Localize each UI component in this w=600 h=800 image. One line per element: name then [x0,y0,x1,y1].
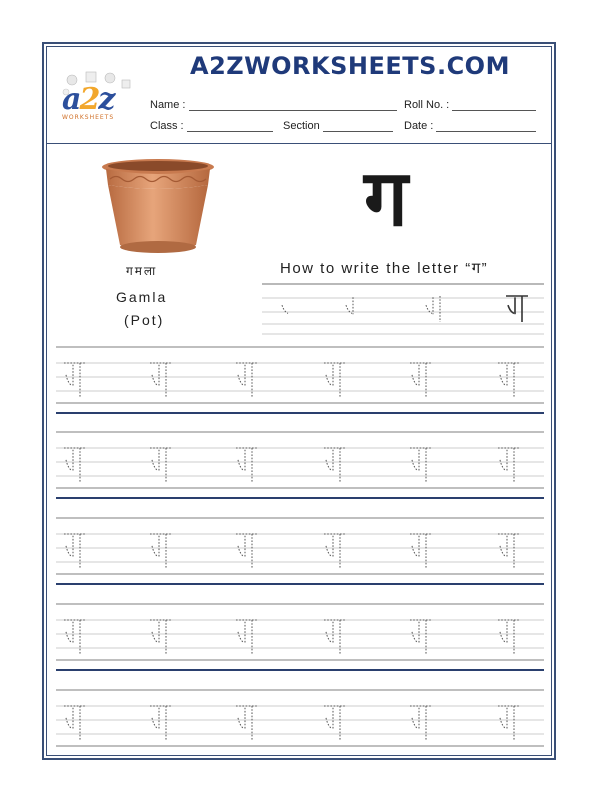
word-meaning: (Pot) [124,312,165,328]
practice-row [56,690,544,746]
trace-letter [150,620,172,654]
trace-letter [150,448,172,482]
trace-stroke [412,632,418,643]
stroke-step [346,297,353,314]
trace-letter [236,363,258,397]
class-label: Class : [150,120,184,132]
trace-letter [498,448,520,482]
trace-stroke [66,718,72,729]
site-title: A2ZWORKSHEETS.COM [190,52,510,80]
practice-row [56,432,544,498]
guide-lines [262,284,544,334]
trace-stroke [66,632,72,643]
trace-letter [410,620,432,654]
trace-letter [64,534,86,568]
trace-letter [410,534,432,568]
trace-stroke [412,375,418,386]
trace-stroke [152,546,158,557]
section-label: Section [283,120,320,132]
trace-letter [64,620,86,654]
trace-stroke [66,375,72,386]
date-label: Date : [404,120,434,132]
trace-stroke [238,460,244,471]
practice-row [56,604,544,670]
trace-letter [150,534,172,568]
trace-stroke [152,460,158,471]
trace-letter [150,706,172,740]
trace-stroke [152,632,158,643]
trace-letter [324,363,346,397]
trace-letter [150,363,172,397]
trace-stroke [412,460,418,471]
trace-letter [498,620,520,654]
trace-letter [236,534,258,568]
trace-stroke [66,460,72,471]
trace-stroke [238,375,244,386]
roll-label: Roll No. : [404,99,450,111]
stroke-step [506,296,528,322]
trace-stroke [326,546,332,557]
logo-subtitle: WORKSHEETS [62,114,115,121]
trace-letter [64,363,86,397]
trace-stroke [326,632,332,643]
trace-letter [324,706,346,740]
trace-letter [324,620,346,654]
trace-stroke [326,375,332,386]
trace-stroke [500,460,506,471]
trace-stroke [500,632,506,643]
trace-letter [410,363,432,397]
name-label: Name : [150,99,186,111]
trace-stroke [412,546,418,557]
practice-row [56,518,544,584]
trace-stroke [500,546,506,557]
trace-letter [324,534,346,568]
trace-letter [236,448,258,482]
featured-letter: ग [364,154,408,244]
trace-letter [324,448,346,482]
stroke-order-demo [282,296,528,322]
trace-letter [498,363,520,397]
trace-stroke [238,718,244,729]
practice-row [56,347,544,413]
trace-stroke [500,375,506,386]
trace-stroke [66,546,72,557]
trace-letter [410,706,432,740]
trace-stroke [152,375,158,386]
trace-stroke [326,718,332,729]
trace-stroke [500,718,506,729]
trace-stroke [412,718,418,729]
trace-stroke [152,718,158,729]
trace-letter [236,706,258,740]
trace-stroke [238,546,244,557]
trace-stroke [326,460,332,471]
trace-letter [64,706,86,740]
trace-letter [64,448,86,482]
trace-stroke [238,632,244,643]
logo-wordmark: a2z [62,82,114,117]
trace-letter [498,534,520,568]
trace-rows [56,347,544,746]
trace-letter [236,620,258,654]
word-roman: Gamla [116,289,168,305]
word-hindi: गमला [126,264,158,278]
trace-letter [498,706,520,740]
trace-letter [410,448,432,482]
how-to-write-caption: How to write the letter “ग” [280,260,489,277]
stroke-step [426,296,440,322]
